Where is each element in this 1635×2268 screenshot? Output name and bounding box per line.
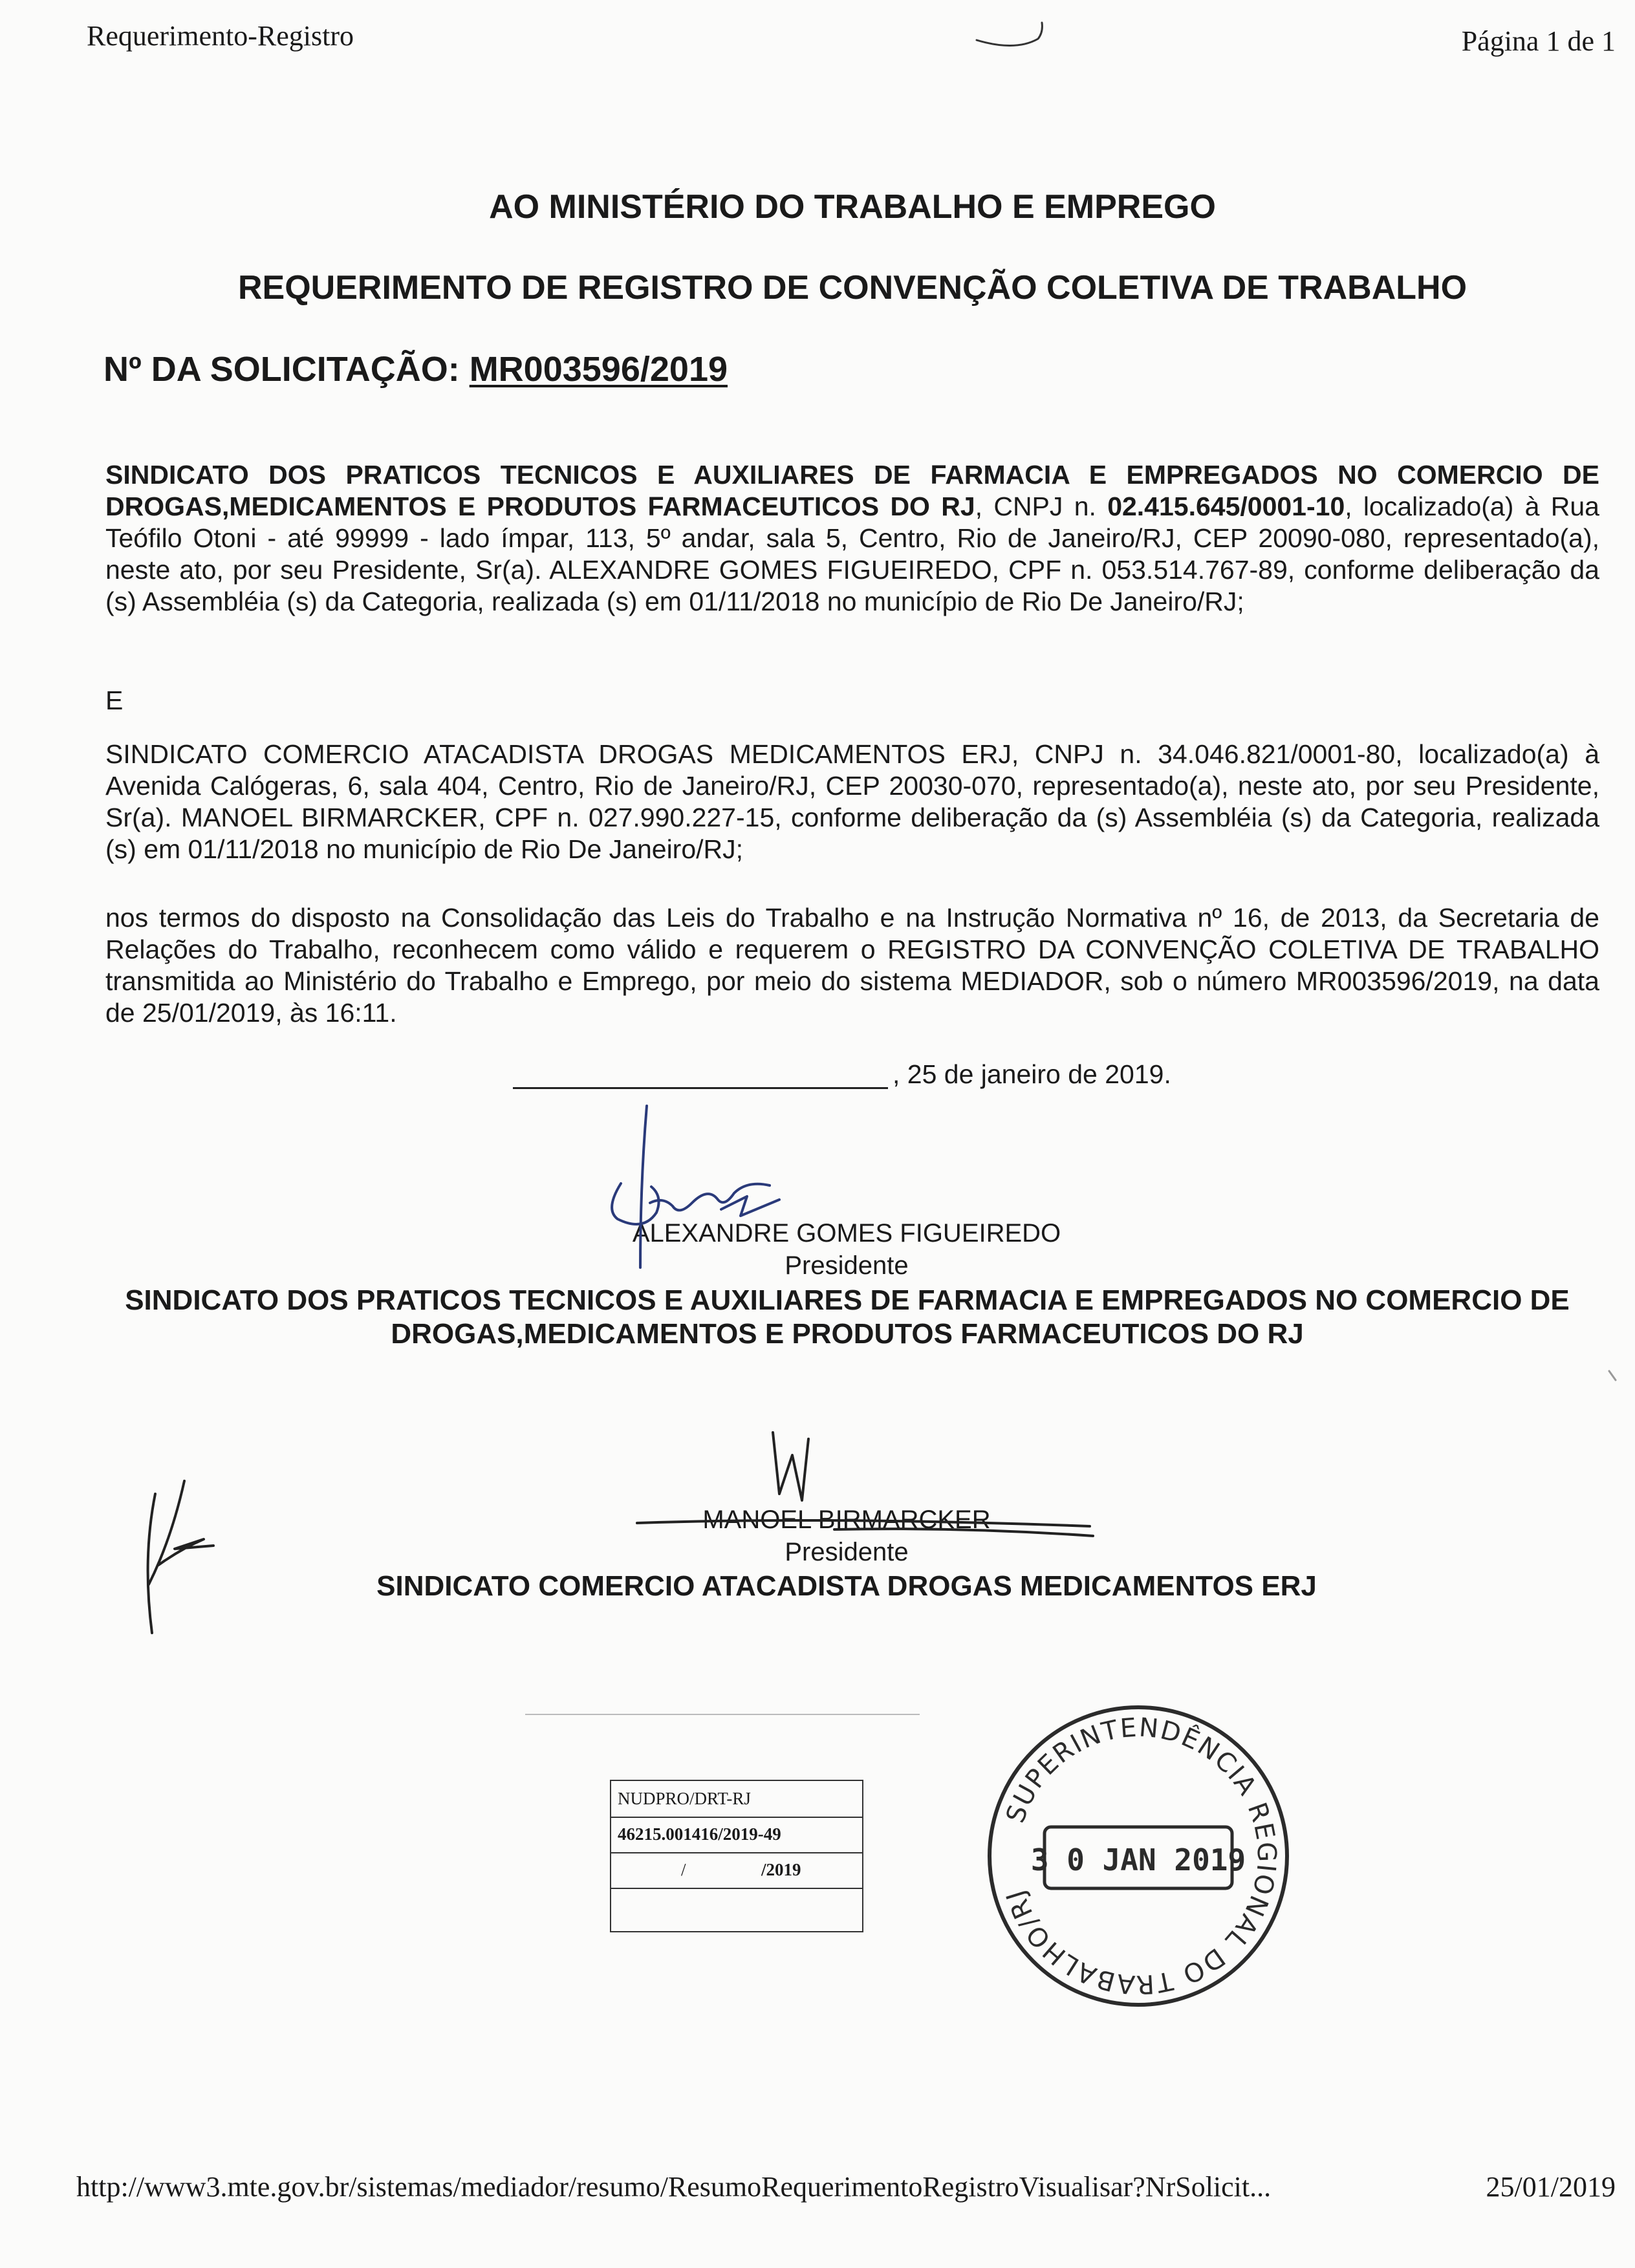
- party1-paragraph: [105, 459, 1599, 618]
- stamp-ring-text: SUPERINTENDÊNCIA REGIONAL DO TRABALHO/RJ: [1001, 1712, 1282, 2000]
- signatory1-name: ALEXANDRE GOMES FIGUEIREDO: [632, 1219, 1061, 1247]
- signatory2-role: Presidente: [785, 1538, 909, 1566]
- document-addressee: AO MINISTÉRIO DO TRABALHO E EMPREGO: [489, 188, 1216, 226]
- signatory1-role: Presidente: [785, 1251, 909, 1280]
- party1-name: SINDICATO DOS PRATICOS TECNICOS E AUXILIARES DE FARMACIA E EMPREGADOS NO COMERCIO DE DROGAS,MEDICAMENTOS E PRODUTOS FARMACEUTICOS DO RJ: [105, 460, 1599, 521]
- page-number: Página 1 de 1: [1461, 25, 1616, 57]
- location-blank-line: [513, 1087, 888, 1089]
- request-number-line: [103, 349, 728, 389]
- protocol-row: [611, 1852, 862, 1889]
- protocol-number: 46215.001416/2019-49: [618, 1824, 781, 1844]
- date-line: , 25 de janeiro de 2019.: [893, 1059, 1171, 1089]
- separator-line: [525, 1714, 920, 1715]
- request-number: MR003596/2019: [469, 350, 728, 389]
- party1-details: , localizado(a) à Rua Teófilo Otoni - até 99999 - lado ímpar, 113, 5º andar, sala 5, Centro, Rio de Janeiro/RJ, CEP 20090-080, representado(a), neste ato, por seu Presidente, Sr(a). ALEXANDRE GOMES FIGUEIREDO, CPF n. 053.514.767-89, conforme deliberação da (s) Assembléia (s) da Categoria, realizada (s) em 01/11/2018 no município de Rio De Janeiro/RJ;: [105, 491, 1599, 616]
- protocol-box: [610, 1780, 863, 1932]
- request-number-label: Nº DA SOLICITAÇÃO:: [103, 350, 460, 389]
- footer-date: 25/01/2019: [1486, 2171, 1616, 2203]
- signatory2-organization: SINDICATO COMERCIO ATACADISTA DROGAS MEDICAMENTOS ERJ: [376, 1570, 1317, 1602]
- page-header-title: Requerimento-Registro: [87, 20, 354, 52]
- official-stamp: [977, 1694, 1300, 2018]
- party1-cnpj: 02.415.645/0001-10: [1107, 491, 1345, 521]
- signatory1-org-line1: SINDICATO DOS PRATICOS TECNICOS E AUXILIARES DE FARMACIA E EMPREGADOS NO COMERCIO DE: [125, 1284, 1570, 1316]
- protocol-year: /2019: [761, 1860, 801, 1879]
- document-title: REQUERIMENTO DE REGISTRO DE CONVENÇÃO COLETIVA DE TRABALHO: [237, 269, 1467, 307]
- header-pen-mark: [977, 23, 1042, 46]
- margin-mark: [1609, 1371, 1616, 1380]
- stamp-date: 3 0 JAN 2019: [1030, 1842, 1246, 1877]
- request-body-paragraph: nos termos do disposto na Consolidação das Leis do Trabalho e na Instrução Normativa nº 16, de 2013, da Secretaria de Relações do Trabalho, reconhecem como válido e requerem o REGISTRO DA CONVENÇÃO COLETIVA DE TRABALHO transmitida ao Ministério do Trabalho e Emprego, por meio do sistema MEDIADOR, sob o número MR003596/2019, na data de 25/01/2019, às 16:11.: [105, 903, 1599, 1028]
- signatory1-org-line2: DROGAS,MEDICAMENTOS E PRODUTOS FARMACEUTICOS DO RJ: [391, 1318, 1304, 1350]
- party2-paragraph: SINDICATO COMERCIO ATACADISTA DROGAS MEDICAMENTOS ERJ, CNPJ n. 34.046.821/0001-80, localizado(a) à Avenida Calógeras, 6, sala 404, Centro, Rio de Janeiro/RJ, CEP 20030-070, representado(a), neste ato, por seu Presidente, Sr(a). MANOEL BIRMARCKER, CPF n. 027.990.227-15, conforme deliberação da (s) Assembléia (s) da Categoria, realizada (s) em 01/11/2018 no município de Rio De Janeiro/RJ;: [105, 739, 1599, 864]
- protocol-day: /: [681, 1860, 686, 1879]
- footer-url: http://www3.mte.gov.br/sistemas/mediador/resumo/ResumoRequerimentoRegistroVisualisar?NrSolicit...: [76, 2171, 1272, 2203]
- protocol-row: [611, 1781, 862, 1818]
- signatory2-name: MANOEL BIRMARCKER: [702, 1506, 991, 1534]
- protocol-office: NUDPRO/DRT-RJ: [618, 1789, 751, 1808]
- signatory1-organization: [123, 1284, 1572, 1351]
- protocol-row: [611, 1817, 862, 1853]
- conjunction: E: [105, 686, 124, 715]
- party1-cnpj-label: , CNPJ n.: [975, 491, 1096, 521]
